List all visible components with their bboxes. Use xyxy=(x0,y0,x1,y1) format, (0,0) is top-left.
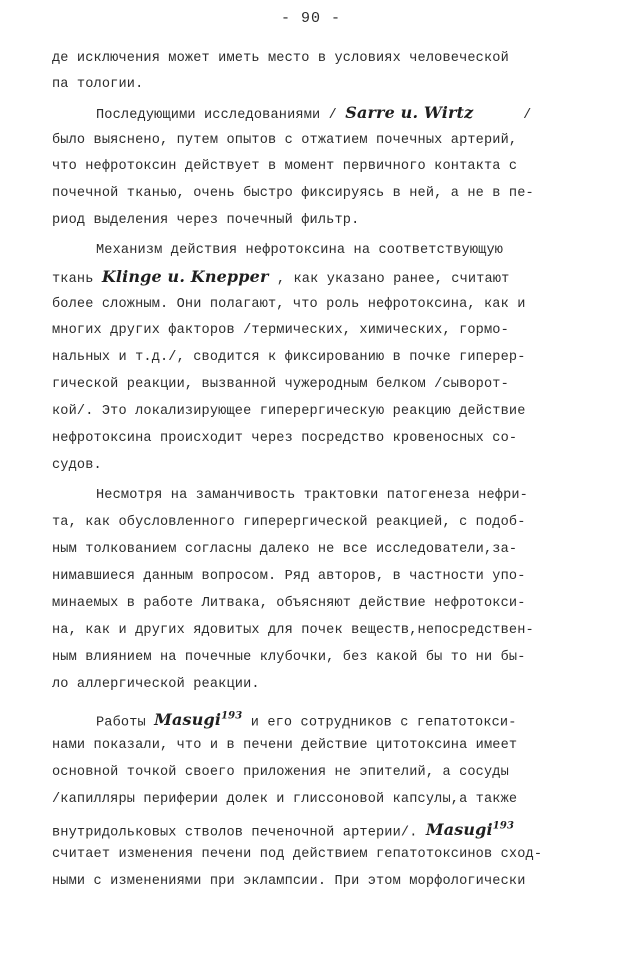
text-line xyxy=(96,104,531,125)
reference-number: 193 xyxy=(221,711,243,722)
text-line: ными с изменениями при эклампсии. При этом морфологически xyxy=(52,874,526,889)
text-fragment: ткань xyxy=(52,272,94,287)
text-line: многих других факторов /термических, химических, гормо- xyxy=(52,323,509,338)
handwritten-author-masugi: Masugi$^{193}$ xyxy=(154,710,243,730)
text-fragment: Последующими исследованиями / xyxy=(96,108,337,123)
text-line: более сложным. Они полагают, что роль нефротоксина, как и xyxy=(52,297,526,312)
text-line: Несмотря на заманчивость трактовки патогенеза нефри- xyxy=(96,488,528,503)
text-line xyxy=(52,818,514,842)
reference-number: 193 xyxy=(492,821,515,832)
text-line: ным толкованием согласны далеко не все исследователи,за- xyxy=(52,542,518,557)
text-line: кой/. Это локализирующее гиперергическую реакцию действие xyxy=(52,404,526,419)
text-line: минаемых в работе Литвака, объясняют действие нефротокси- xyxy=(52,596,526,611)
slash-mark: / xyxy=(481,108,532,123)
handwritten-author-masugi: Masugi$^{193}$ xyxy=(425,820,515,840)
text-line: основной точкой своего приложения не эпителий, а сосуды xyxy=(52,765,509,780)
text-line: риод выделения через почечный фильтр. xyxy=(52,213,360,228)
text-line: гической реакции, вызванной чужеродным белком /сыворот- xyxy=(52,377,509,392)
text-line: что нефротоксин действует в момент первичного контакта с xyxy=(52,159,518,174)
text-line xyxy=(52,268,509,289)
text-line: нимавшиеся данным вопросом. Ряд авторов, в частности упо- xyxy=(52,569,526,584)
text-line: на, как и других ядовитых для почек веществ,непосредствен- xyxy=(52,623,534,638)
text-line: па тологии. xyxy=(52,77,144,92)
text-line xyxy=(96,708,517,732)
text-line: нальных и т.д./, сводится к фиксированию в почке гиперер- xyxy=(52,350,526,365)
text-line: /капилляры периферии долек и глиссоновой капсулы,а также xyxy=(52,792,518,807)
text-line: нефротоксина происходит через посредство кровеносных со- xyxy=(52,431,518,446)
text-line: нами показали, что и в печени действие цитотоксина имеет xyxy=(52,738,518,753)
handwritten-author-klinge-knepper: Klinge u. Knepper xyxy=(101,267,269,286)
text-fragment: и его сотрудников с гепатотокси- xyxy=(250,715,517,731)
text-line: Механизм действия нефротоксина на соответствующую xyxy=(96,243,504,258)
text-line: было выяснено, путем опытов с отжатием почечных артерий, xyxy=(52,133,518,148)
text-fragment: Работы xyxy=(96,715,146,731)
page-number: - 90 - xyxy=(280,10,341,27)
text-line: почечной тканью, очень быстро фиксируясь в ней, а не в пе- xyxy=(52,186,534,201)
text-fragment: , как указано ранее, считают xyxy=(276,272,510,287)
text-line: ло аллергической реакции. xyxy=(52,677,260,692)
handwritten-author-sarre-wirtz: Sarre u. Wirtz xyxy=(345,103,474,122)
text-line: судов. xyxy=(52,458,102,473)
text-line: считает изменения печени под действием гепатотоксинов сход- xyxy=(52,847,543,862)
text-line: де исключения может иметь место в условиях человеческой xyxy=(52,51,509,66)
text-line: ным влиянием на почечные клубочки, без какой бы то ни бы- xyxy=(52,650,526,665)
text-fragment: внутридольковых стволов печеночной артерии/. xyxy=(52,825,418,841)
text-line: та, как обусловленного гиперергической реакцией, с подоб- xyxy=(52,515,526,530)
